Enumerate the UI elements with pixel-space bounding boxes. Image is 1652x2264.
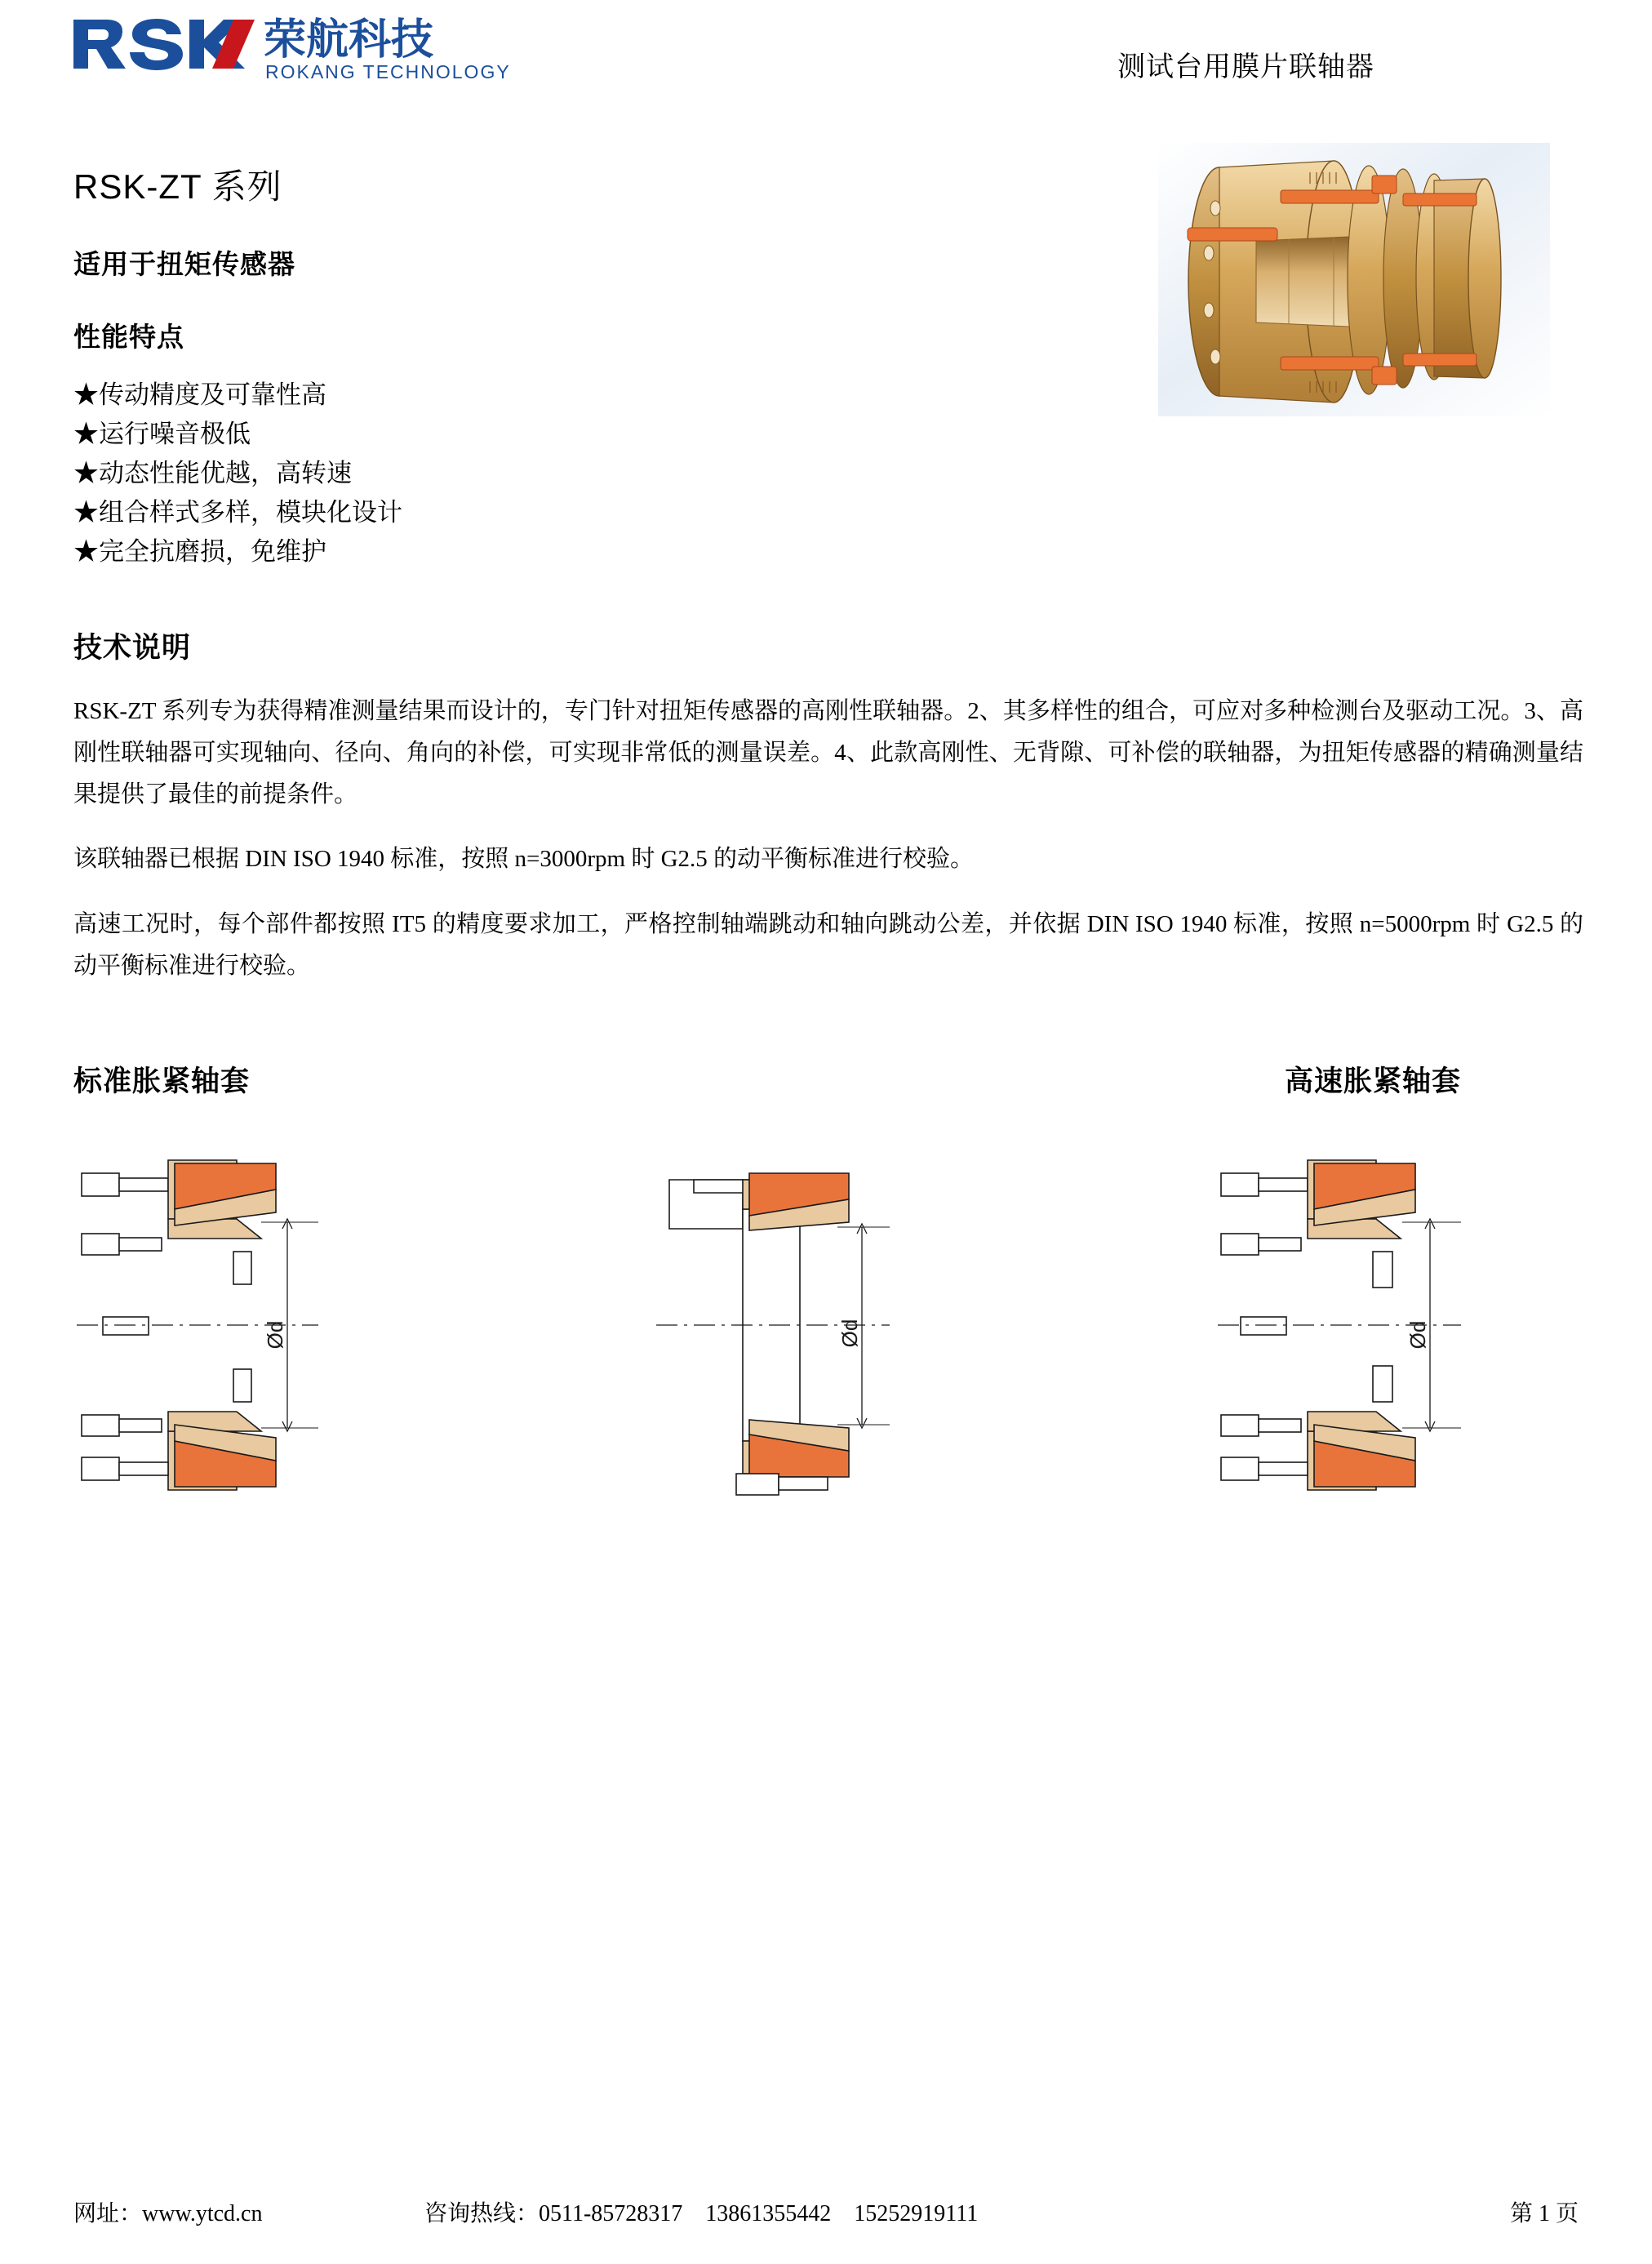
drawing-middle-sleeve [645, 1131, 963, 1543]
svg-text:荣航科技: 荣航科技 [264, 16, 434, 64]
technical-drawings [73, 1131, 1534, 1543]
list-item: ★完全抗磨损，免维护 [73, 537, 326, 567]
list-item: ★传动精度及可靠性高 [73, 380, 326, 409]
product-photo [1158, 143, 1550, 416]
drawing-standard-sleeve [73, 1131, 392, 1543]
highspeed-sleeve-heading: 高速胀紧轴套 [1284, 1065, 1461, 1097]
sleeve-section-drawing-icon [1216, 1131, 1534, 1539]
footer-page-number: 第 1 页 [1509, 2201, 1579, 2226]
list-item: ★运行噪音极低 [73, 420, 251, 449]
tech-paragraph-1: RSK-ZT 系列专为获得精准测量结果而设计的，专门针对扭矩传感器的高刚性联轴器。2、其多样性的组合，可应对多种检测台及驱动工况。3、高刚性联轴器可实现轴向、径向、角向的补偿，可实现非常低的测量误差。4、此款高刚性、无背隙、可补偿的联轴器，为扭矩传感器的精确测量结果提供了最佳的前提条件。 [73, 698, 1583, 807]
drawing-highspeed-sleeve [1216, 1131, 1534, 1543]
dimension-label: Ød [263, 1320, 287, 1350]
sleeve-section-drawing-icon [645, 1131, 963, 1539]
footer-hotline: 咨询热线：0511-85728317 13861355442 15252919111 [424, 2201, 979, 2226]
list-item: ★组合样式多样，模块化设计 [73, 498, 402, 527]
tech-paragraph-2: 该联轴器已根据 DIN ISO 1940 标准，按照 n=3000rpm 时 G2.5 的动平衡标准进行校验。 [73, 846, 975, 873]
list-item: ★动态性能优越，高转速 [73, 459, 352, 488]
sleeve-section-drawing-icon [73, 1131, 392, 1539]
coupling-render-image [1158, 143, 1550, 416]
page-header [73, 0, 1579, 113]
standard-sleeve-heading: 标准胀紧轴套 [73, 1065, 251, 1097]
svg-text:ROKANG TECHNOLOGY: ROKANG TECHNOLOGY [265, 61, 511, 82]
page-title: RSK-ZT 系列 [73, 167, 282, 206]
subtitle: 适用于扭矩传感器 [73, 249, 295, 279]
dimension-label: Ød [1406, 1320, 1430, 1350]
footer-website: 网址：www.ytcd.cn [73, 2201, 263, 2226]
dimension-label: Ød [837, 1319, 862, 1348]
company-logo [65, 15, 620, 85]
features-list [73, 376, 808, 572]
header-title: 测试台用膜片联轴器 [1117, 52, 1374, 82]
tech-heading: 技术说明 [73, 632, 192, 665]
tech-paragraph-3: 高速工况时，每个部件都按照 IT5 的精度要求加工，严格控制轴端跳动和轴向跳动公差，并依据 DIN ISO 1940 标准，按照 n=5000rpm 时 G2.5 的动平衡标准进行校验。 [73, 911, 1583, 979]
features-heading: 性能特点 [73, 322, 184, 352]
sleeve-headings [73, 1059, 1461, 1100]
rsk-logo-icon [65, 15, 620, 85]
page-footer [73, 2195, 1579, 2228]
